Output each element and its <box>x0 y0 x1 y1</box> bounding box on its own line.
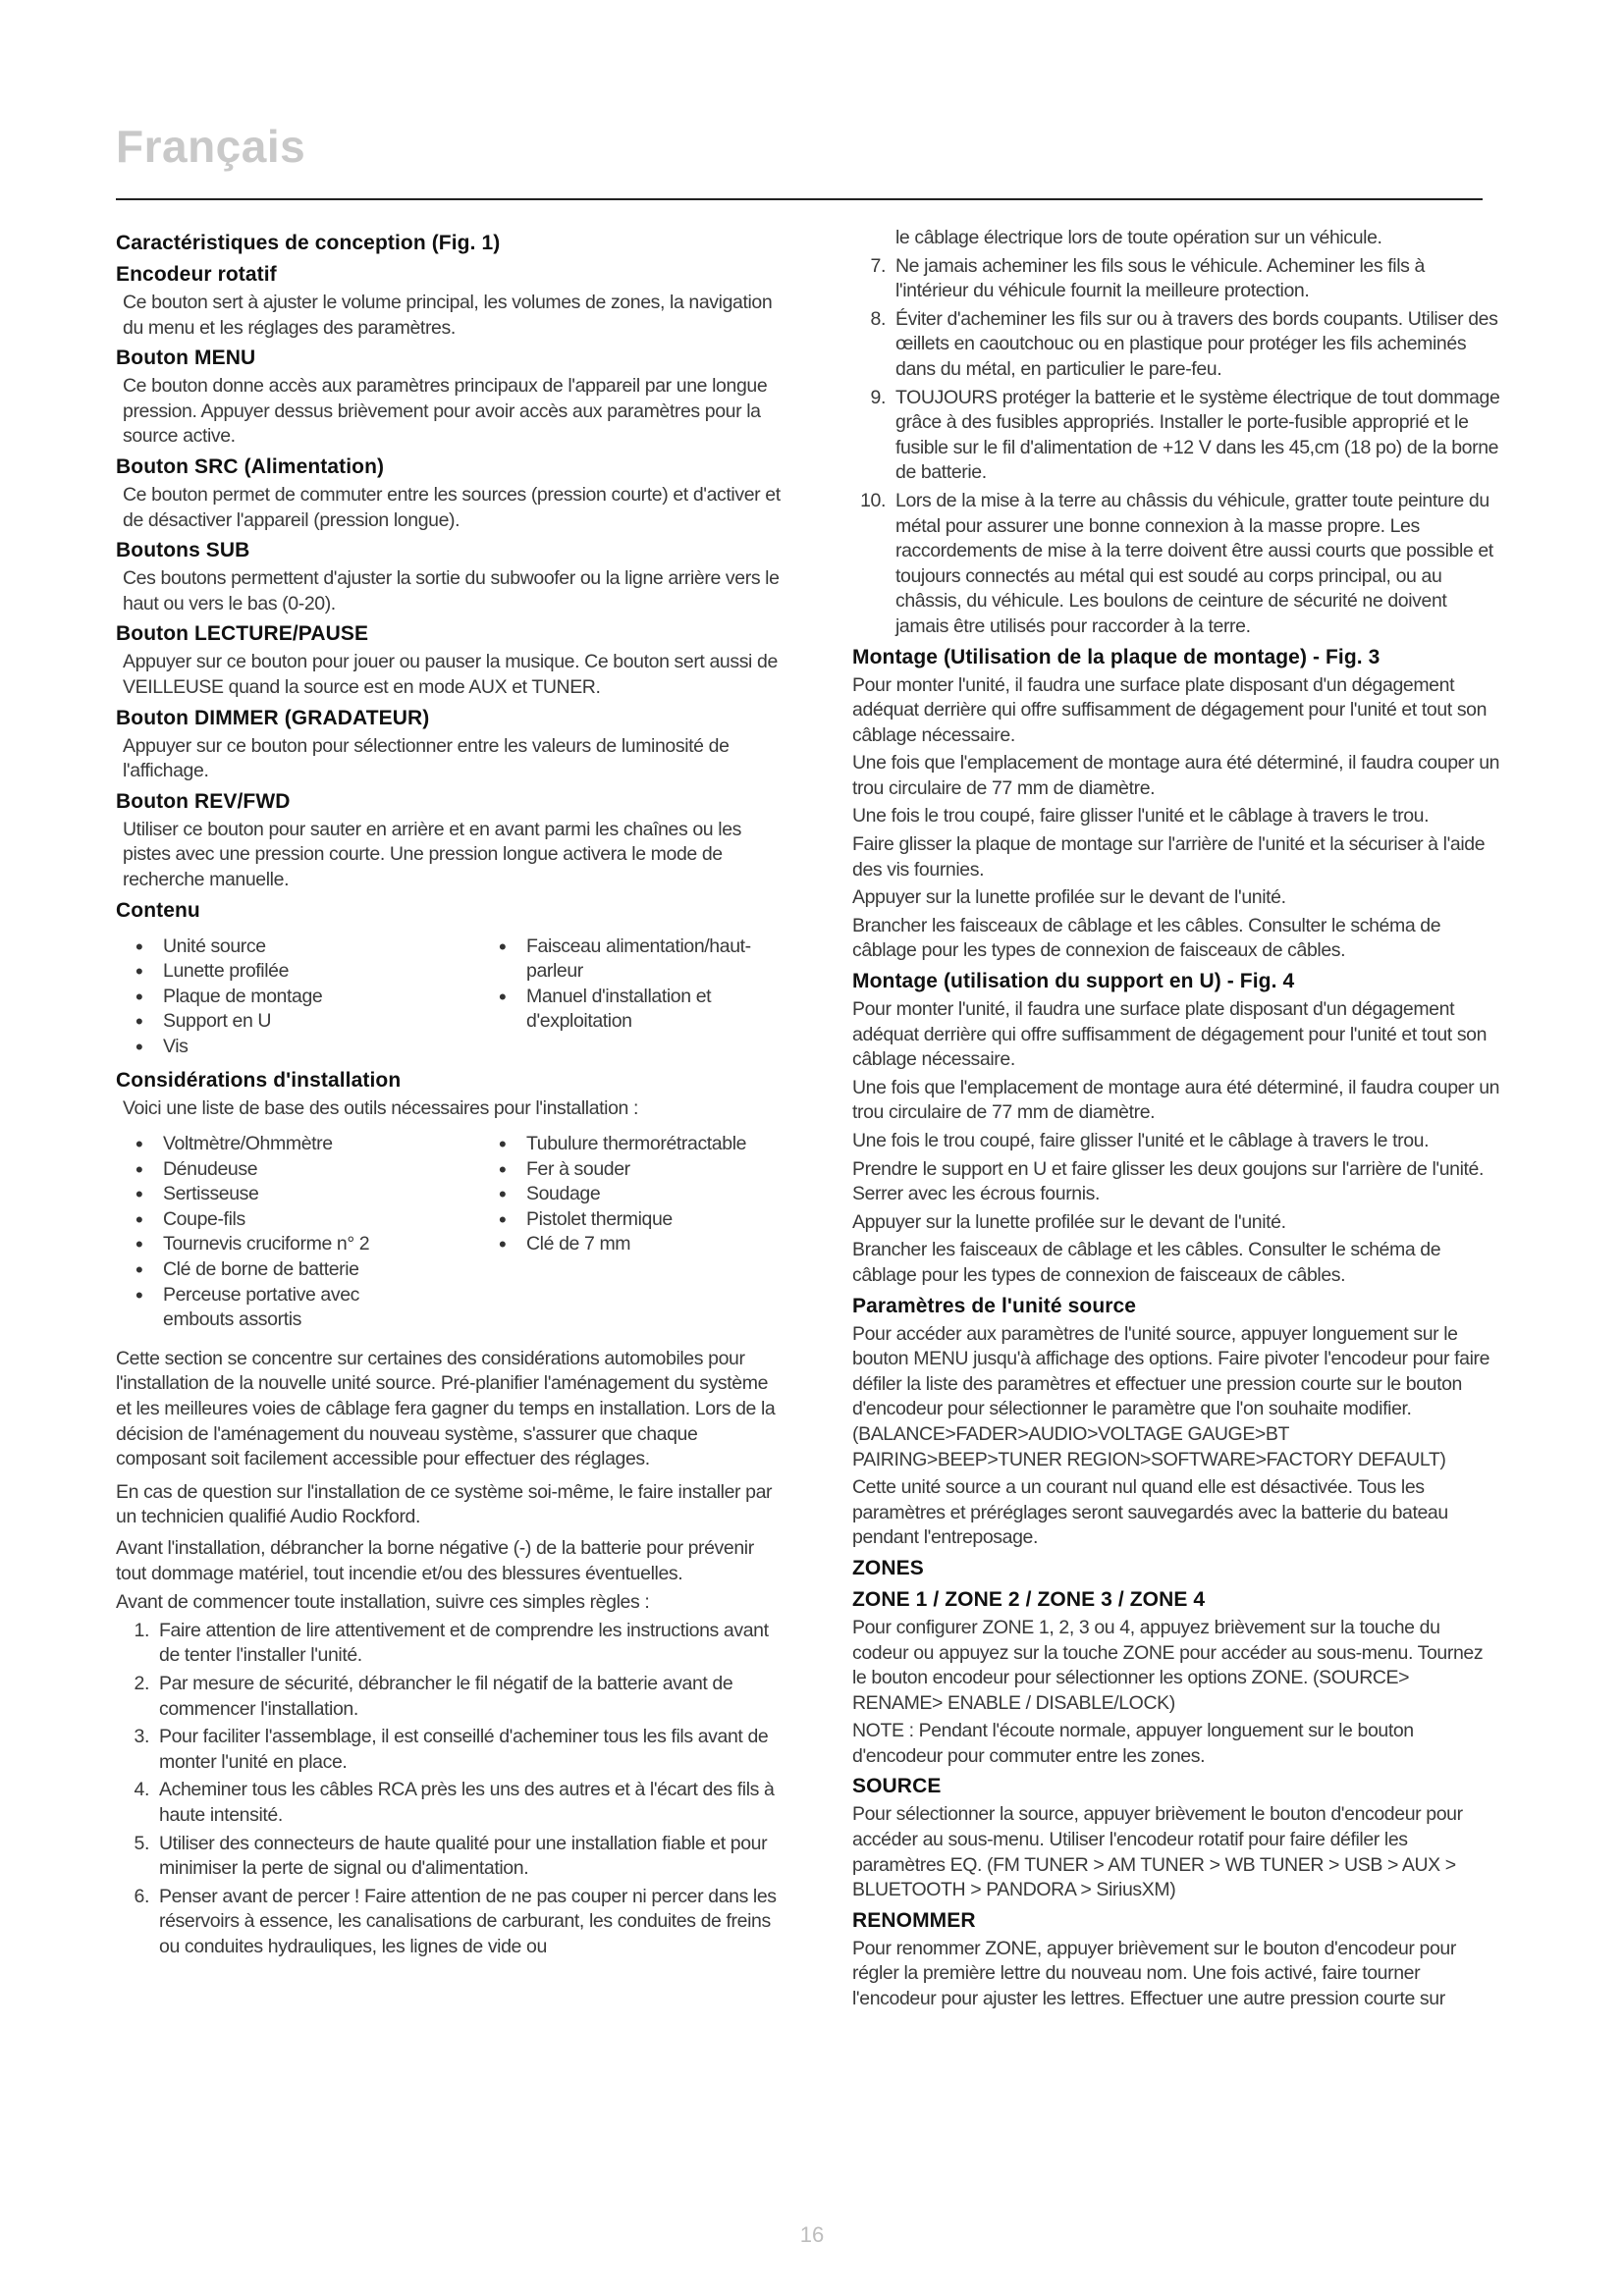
mount-plate-paragraph: Pour monter l'unité, il faudra une surface plate disposant d'un dégagement adéquat derrière qui offre suffisamment de dégagement pour l'unité et tout son câblage nécessaire. <box>852 673 1488 746</box>
source-heading: SOURCE <box>852 1775 942 1798</box>
mount-u-paragraph: Une fois que l'emplacement de montage aura été déterminé, il faudra couper un trou circulaire de 77 mm de diamètre. <box>852 1076 1500 1124</box>
mount-u-paragraph: Appuyer sur la lunette profilée sur le devant de l'unité. <box>852 1210 1286 1233</box>
rule-number: 3. <box>134 1726 149 1748</box>
contents-heading: Contenu <box>116 898 200 922</box>
rule-number: 9. <box>870 386 886 408</box>
rule-text: Ne jamais acheminer les fils sous le véhicule. Acheminer les fils à l'intérieur du véhicule fournit la meilleure protection. <box>895 254 1425 302</box>
list-item <box>852 386 1500 486</box>
source-paragraph: Pour sélectionner la source, appuyer brièvement le bouton d'encodeur pour accéder au sous-menu. Utiliser l'encodeur rotatif pour faire défiler les paramètres EQ. (FM TUNER > AM TUNER > WB TUNER > USB > AUX > BLUETOOTH > PANDORA > SiriusXM) <box>852 1803 1463 1901</box>
mount-u-paragraph: Pour monter l'unité, il faudra une surface plate disposant d'un dégagement adéquat derrière qui offre suffisamment de dégagement pour l'unité et tout son câblage nécessaire. <box>852 998 1488 1071</box>
rule-number: 7. <box>870 254 886 277</box>
rule-text: Acheminer tous les câbles RCA près les uns des autres et à l'écart des fils à haute intensité. <box>159 1779 775 1826</box>
install-rules-list-continued <box>852 254 1500 640</box>
rule-number: 4. <box>134 1779 149 1801</box>
rule-number: 8. <box>870 307 886 330</box>
right-column <box>852 226 1500 2015</box>
install-intro: Voici une liste de base des outils nécessaires pour l'installation : <box>123 1097 639 1120</box>
page-number: 16 <box>799 2222 825 2247</box>
zones-subheading: ZONE 1 / ZONE 2 / ZONE 3 / ZONE 4 <box>852 1587 1206 1611</box>
list-item <box>116 1778 784 1828</box>
rule-text: Éviter d'acheminer les fils sur ou à travers des bords coupants. Utiliser des œillets en caoutchouc ou en plastique pour protéger les fils acheminés dans du métal, en particulier le pare-feu. <box>895 307 1498 380</box>
rule-text: Lors de la mise à la terre au châssis du véhicule, gratter toute peinture du métal pour assurer une bonne connexion à la masse propre. Les raccordements de mise à la terre doivent être aussi courts que possible et toujours connectés au métal qui est soudé au corps principal, ou au châssis, du véhicule. Les boulons de ceinture de sécurité ne doivent jamais être utilisés pour raccorder à la terre. <box>895 489 1493 637</box>
mount-plate-paragraph: Une fois que l'emplacement de montage aura été déterminé, il faudra couper un trou circulaire de 77 mm de diamètre. <box>852 752 1500 799</box>
rule-text: Par mesure de sécurité, débrancher le fil négatif de la batterie avant de commencer l'installation. <box>159 1672 733 1720</box>
list-item: • Lunette profilée <box>135 959 499 985</box>
install-paragraph: Avant l'installation, débrancher la borne négative (-) de la batterie pour prévenir tout dommage matériel, tout incendie et/ou des blessures éventuelles. <box>116 1536 754 1584</box>
rule-number: 2. <box>134 1672 149 1694</box>
rule-text: Utiliser des connecteurs de haute qualité pour une installation fiable et pour minimiser la perte de signal ou d'alimentation. <box>159 1832 768 1880</box>
menu-button-heading: Bouton MENU <box>116 347 256 370</box>
mount-u-paragraph: Brancher les faisceaux de câblage et les câbles. Consulter le schéma de câblage pour les types de connexion de faisceaux de câbles. <box>852 1239 1441 1286</box>
install-paragraph: Cette section se concentre sur certaines des considérations automobiles pour l'installation de la nouvelle unité source. Pré-planifier l'aménagement du système et les meilleures voies de câblage fera gagner du temps en installation. Lors de la décision de l'aménagement du nouveau système, s'assurer que chaque composant soit facilement accessible pour effectuer des réglages. <box>116 1347 776 1470</box>
list-item <box>116 1832 784 1882</box>
rev-fwd-text: Utiliser ce bouton pour sauter en arrière et en avant parmi les chaînes ou les pistes avec une pression courte. Une pression longue activera le mode de recherche manuelle. <box>123 818 741 890</box>
dimmer-heading: Bouton DIMMER (GRADATEUR) <box>116 706 430 729</box>
src-button-text: Ce bouton permet de commuter entre les sources (pression courte) et d'activer et de désactiver l'appareil (pression longue). <box>123 483 781 531</box>
rule-text: Faire attention de lire attentivement et de comprendre les instructions avant de tenter l'installer l'unité. <box>159 1619 769 1667</box>
mount-u-heading: Montage (utilisation du support en U) - Fig. 4 <box>852 970 1295 993</box>
list-item: • Clé de 7 mm <box>499 1232 784 1257</box>
rule-number: 10. <box>860 489 886 511</box>
rule-number: 5. <box>134 1832 149 1854</box>
header-divider <box>116 198 1483 200</box>
list-item: • Tournevis cruciforme n° 2 <box>135 1232 499 1257</box>
list-item: • Vis <box>135 1035 499 1060</box>
rule-number: 6. <box>134 1885 149 1907</box>
page-title: Français <box>116 121 306 172</box>
list-item <box>116 1619 784 1669</box>
mount-plate-paragraph: Faire glisser la plaque de montage sur l'arrière de l'unité et la sécuriser à l'aide des vis fournies. <box>852 833 1486 881</box>
list-item <box>116 1885 784 1960</box>
left-column <box>116 226 784 1962</box>
dimmer-text: Appuyer sur ce bouton pour sélectionner entre les valeurs de luminosité de l'affichage. <box>123 734 730 782</box>
list-item: • Plaque de montage <box>135 985 499 1010</box>
sub-buttons-heading: Boutons SUB <box>116 539 250 562</box>
source-params-paragraph: Cette unité source a un courant nul quand elle est désactivée. Tous les paramètres et préréglages seront sauvegardés avec la batterie du bateau pendant l'entreposage. <box>852 1476 1448 1549</box>
install-heading: Considérations d'installation <box>116 1069 402 1093</box>
mount-u-paragraph: Prendre le support en U et faire glisser les deux goujons sur l'arrière de l'unité. Serrer avec les écrous fournis. <box>852 1157 1485 1205</box>
encoder-text: Ce bouton sert à ajuster le volume principal, les volumes de zones, la navigation du menu et les réglages des paramètres. <box>123 292 773 339</box>
play-pause-text: Appuyer sur ce bouton pour jouer ou pauser la musique. Ce bouton sert aussi de VEILLEUSE quand la source est en mode AUX et TUNER. <box>123 651 778 698</box>
list-item <box>116 1672 784 1722</box>
source-params-paragraph: Pour accéder aux paramètres de l'unité source, appuyer longuement sur le bouton MENU jusqu'à affichage des options. Faire pivoter l'encodeur pour faire défiler la liste des paramètres et effectuer une pression courte sur le bouton d'encodeur pour sélectionner le paramètre que l'on souhaite modifier. (BALANCE>FADER>AUDIO>VOLTAGE GAUGE>BT PAIRING>BEEP>TUNER REGION>SOFTWARE>FACTORY DEFAULT) <box>852 1322 1490 1470</box>
zones-paragraph: Pour configurer ZONE 1, 2, 3 ou 4, appuyez brièvement sur la touche du codeur ou appuyez sur la touche ZONE pour accéder au sous-menu. Tournez le bouton encodeur pour sélectionner les options ZONE. (SOURCE> RENAME> ENABLE / DISABLE/LOCK) <box>852 1616 1484 1714</box>
source-params-heading: Paramètres de l'unité source <box>852 1294 1137 1317</box>
menu-button-text: Ce bouton donne accès aux paramètres principaux de l'appareil par une longue pression. Appuyer dessus brièvement pour avoir accès aux paramètres pour la source active. <box>123 375 768 448</box>
rule-6-continuation: le câblage électrique lors de toute opération sur un véhicule. <box>895 227 1382 248</box>
list-item <box>116 1725 784 1775</box>
mount-plate-paragraph: Appuyer sur la lunette profilée sur le devant de l'unité. <box>852 886 1286 909</box>
rule-text: TOUJOURS protéger la batterie et le système électrique de tout dommage grâce à des fusibles appropriés. Installer le porte-fusible approprié et le fusible sur le fil d'alimentation de +12 V dans les 45,cm (18 po) de la borne de batterie. <box>895 386 1500 484</box>
list-item <box>852 307 1500 383</box>
install-paragraph: Avant de commencer toute installation, suivre ces simples règles : <box>116 1591 650 1614</box>
mount-plate-paragraph: Brancher les faisceaux de câblage et les câbles. Consulter le schéma de câblage pour les types de connexion de faisceaux de câbles. <box>852 914 1441 962</box>
list-item: • Coupe-fils <box>135 1207 499 1233</box>
rule-text: Penser avant de percer ! Faire attention de ne pas couper ni percer dans les réservoirs à essence, les canalisations de carburant, les conduites de freins ou conduites hydrauliques, les lignes de vide ou <box>159 1885 777 1957</box>
rename-heading: RENOMMER <box>852 1908 976 1932</box>
rename-paragraph: Pour renommer ZONE, appuyer brièvement sur le bouton d'encodeur pour régler la première lettre du nouveau nom. Une fois activé, faire tourner l'encodeur pour ajuster les lettres. Effectuer une autre pression courte sur <box>852 1937 1456 2010</box>
tools-list <box>116 1132 784 1333</box>
list-item: • Sertisseuse <box>135 1182 499 1207</box>
list-item: • Voltmètre/Ohmmètre <box>135 1132 499 1157</box>
zones-heading: ZONES <box>852 1556 924 1579</box>
rule-number: 1. <box>134 1619 149 1641</box>
contents-list <box>116 934 784 1060</box>
rev-fwd-heading: Bouton REV/FWD <box>116 789 291 813</box>
mount-plate-paragraph: Une fois le trou coupé, faire glisser l'unité et le câblage à travers le trou. <box>852 805 1430 828</box>
sub-buttons-text: Ces boutons permettent d'ajuster la sortie du subwoofer ou la ligne arrière vers le haut ou vers le bas (0-20). <box>123 567 780 614</box>
list-item <box>852 489 1500 640</box>
list-item: • Manuel d'installation et d'exploitation <box>499 985 784 1035</box>
zones-paragraph: NOTE : Pendant l'écoute normale, appuyer longuement sur le bouton d'encodeur pour commuter entre les zones. <box>852 1720 1414 1767</box>
list-item: • Faisceau alimentation/haut-parleur <box>499 934 784 985</box>
play-pause-heading: Bouton LECTURE/PAUSE <box>116 622 369 646</box>
rule-text: Pour faciliter l'assemblage, il est conseillé d'acheminer tous les fils avant de monter l'unité en place. <box>159 1726 769 1773</box>
list-item: • Soudage <box>499 1182 784 1207</box>
list-item: • Unité source <box>135 934 499 960</box>
list-item: • Support en U <box>135 1009 499 1035</box>
src-button-heading: Bouton SRC (Alimentation) <box>116 454 385 478</box>
list-item: • Clé de borne de batterie <box>135 1257 499 1283</box>
install-paragraph: En cas de question sur l'installation de ce système soi-même, le faire installer par un technicien qualifié Audio Rockford. <box>116 1480 773 1528</box>
mount-u-paragraph: Une fois le trou coupé, faire glisser l'unité et le câblage à travers le trou. <box>852 1130 1430 1151</box>
list-item: • Tubulure thermorétractable <box>499 1132 784 1157</box>
list-item: • Fer à souder <box>499 1157 784 1183</box>
install-rules-list <box>116 1619 784 1960</box>
list-item: • Pistolet thermique <box>499 1207 784 1233</box>
list-item: • Perceuse portative avec embouts assortis <box>135 1283 408 1333</box>
encoder-heading: Encodeur rotatif <box>116 263 277 286</box>
list-item <box>852 254 1500 304</box>
list-item: • Dénudeuse <box>135 1157 499 1183</box>
design-features-heading: Caractéristiques de conception (Fig. 1) <box>116 232 501 254</box>
mount-plate-heading: Montage (Utilisation de la plaque de montage) - Fig. 3 <box>852 645 1380 668</box>
